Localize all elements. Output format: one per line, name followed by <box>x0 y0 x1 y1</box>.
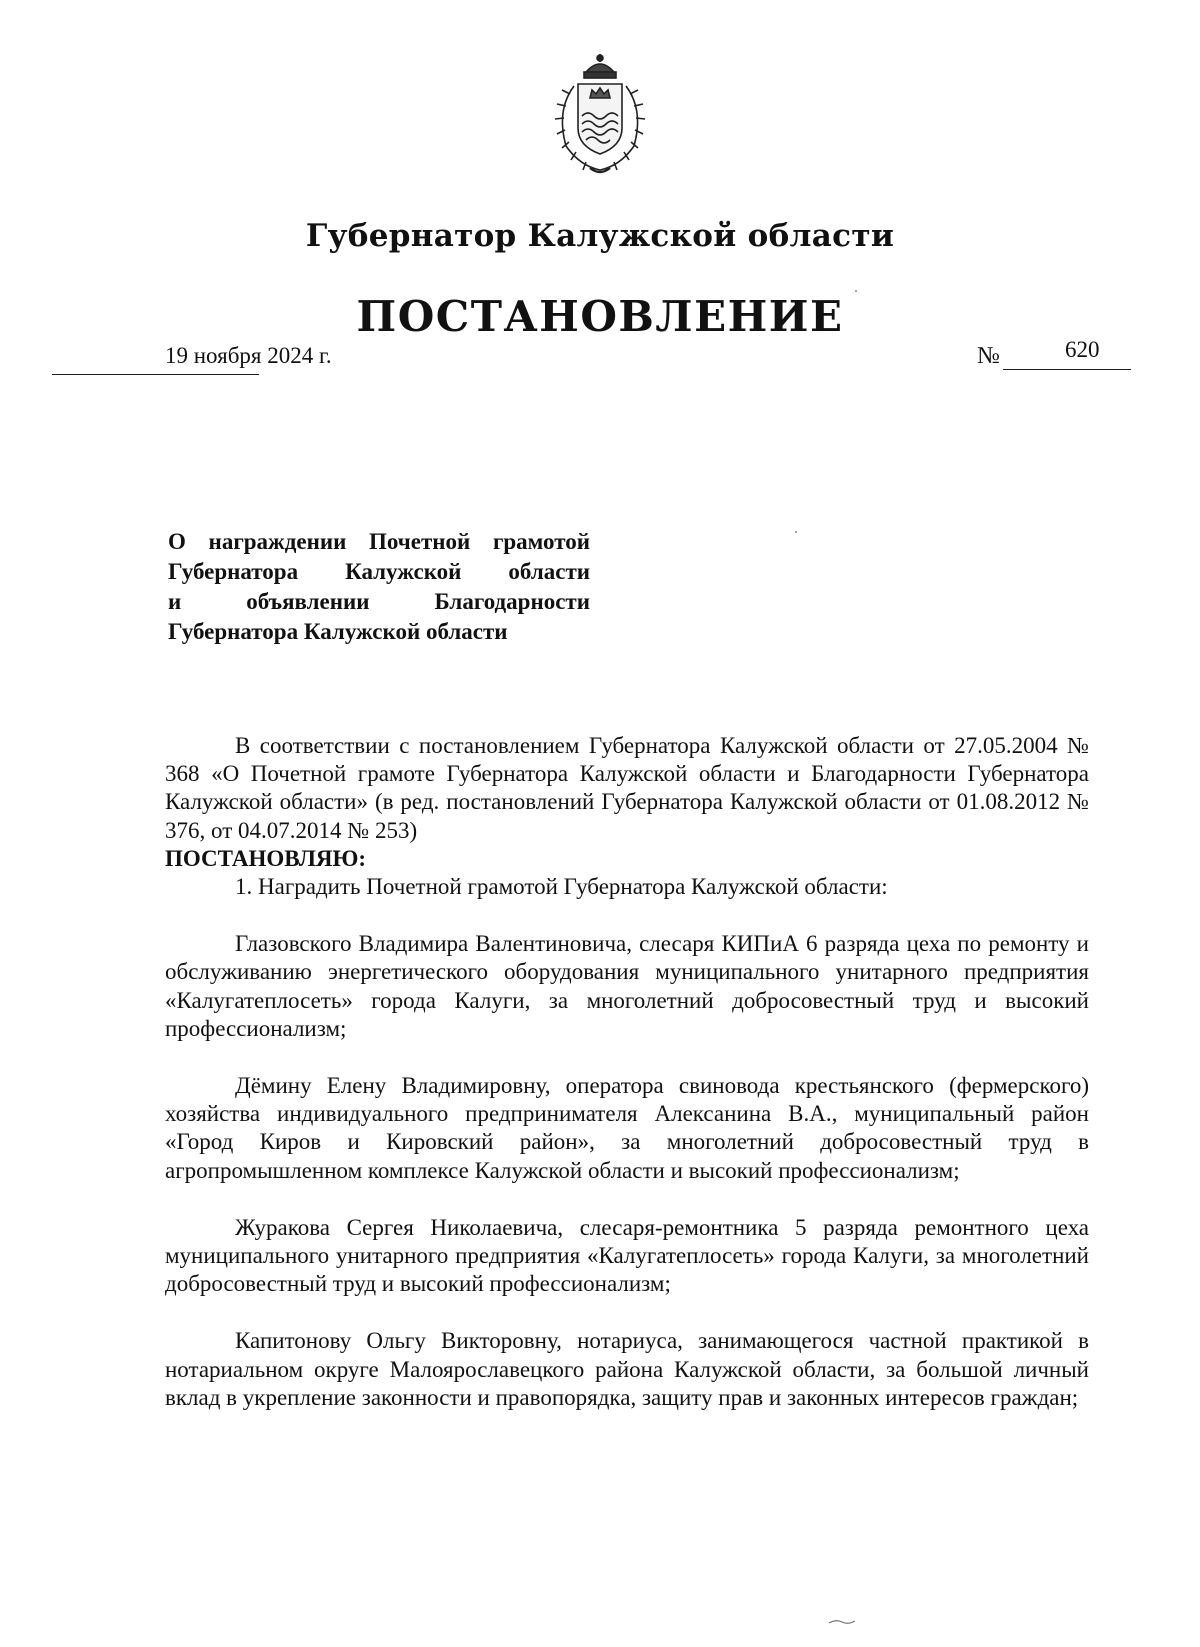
scan-mark-icon <box>828 1617 856 1627</box>
document-type-title: ПОСТАНОВЛЕНИЕ <box>356 292 844 341</box>
awardee-paragraph: Дёмину Елену Владимировну, оператора свиновода крестьянского (фермерского) хозяйства индивидуального предпринимателя Алексанина В.А., муниципальный район «Город Киров и Кировский район», за многолетний добросовестный труд в агропромышленном комплексе Калужской области и высокий профессионализм; <box>165 1073 1089 1183</box>
awardee-paragraph: Глазовского Владимира Валентиновича, слесаря КИПиА 6 разряда цеха по ремонту и обслуживанию энергетического оборудования муниципального унитарного предприятия «Калугатеплосеть» города Калуги, за многолетний добросовестный труд и высокий профессионализм; <box>165 931 1089 1041</box>
subject-line: Губернатора Калужской области <box>168 559 590 584</box>
subject-line: О награждении Почетной грамотой <box>168 529 590 554</box>
awardee-paragraph: Капитонову Ольгу Викторовну, нотариуса, занимающегося частной практикой в нотариальном округе Малоярославецкого района Калужской области, за большой личный вклад в укрепление законности и правопорядка, защиту прав и законных интересов граждан; <box>165 1328 1089 1410</box>
award-item-heading: 1. Наградить Почетной грамотой Губернатора Калужской области: <box>235 874 888 900</box>
subject-line: и объявлении Благодарности <box>168 589 590 614</box>
decree-word: ПОСТАНОВЛЯЮ: <box>165 845 367 871</box>
document-number: 620 <box>1065 337 1100 362</box>
number-underline <box>1003 369 1131 370</box>
awardee-paragraph: Журакова Сергея Николаевича, слесаря-ремонтника 5 разряда ремонтного цеха муниципального унитарного предприятия «Калугатеплосеть» города Калуги, за многолетний добросовестный труд и высокий профессионализм; <box>165 1214 1089 1297</box>
document-subject <box>168 527 590 647</box>
subject-line: Губернатора Калужской области <box>168 619 508 644</box>
number-label: № <box>977 343 1000 369</box>
coat-of-arms-icon <box>536 50 664 178</box>
scan-speck <box>795 531 797 533</box>
issuing-authority: Губернатор Калужской области <box>305 218 895 254</box>
document-body <box>165 732 1089 1412</box>
document-date: 19 ноября 2024 г. <box>165 343 332 368</box>
date-underline <box>52 374 259 375</box>
preamble-paragraph: В соответствии с постановлением Губернатора Калужской области от 27.05.2004 № 368 «О Почетной грамоте Губернатора Калужской области и Благодарности Губернатора Калужской области» (в ред. постановлений Губернатора Калужской области от 01.08.2012 № 376, от 04.07.2014 № 253) <box>165 733 1089 843</box>
scan-speck <box>855 290 857 292</box>
